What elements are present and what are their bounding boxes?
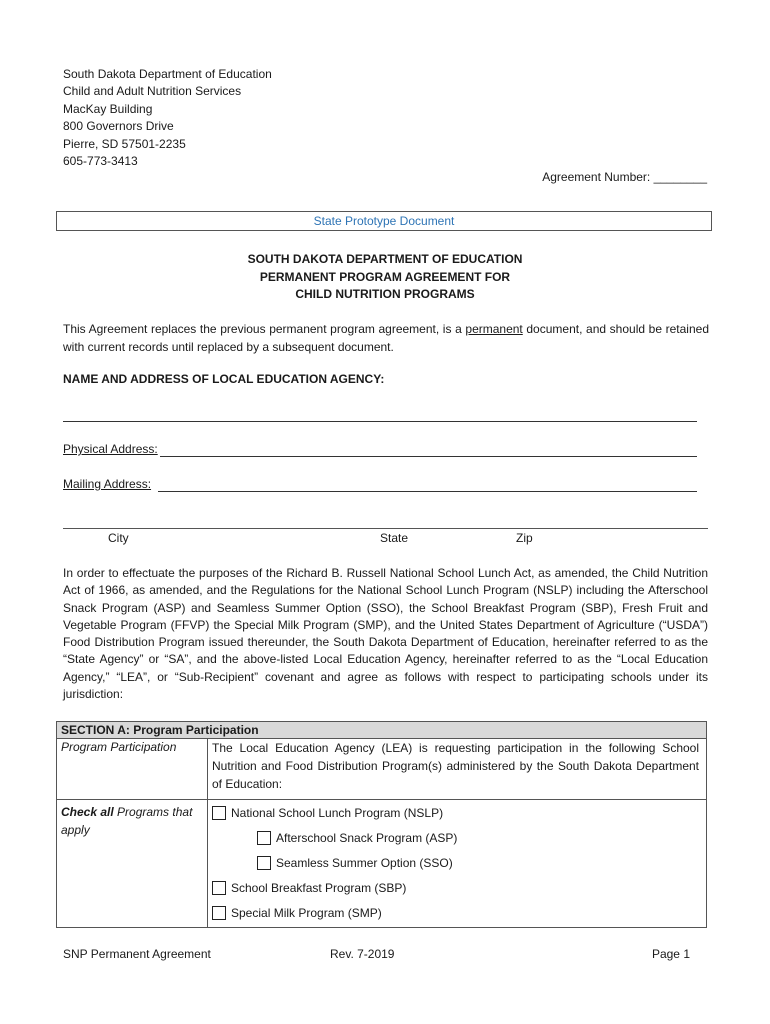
lea-heading: NAME AND ADDRESS OF LOCAL EDUCATION AGENCY:: [63, 372, 385, 386]
checkbox-asp-row[interactable]: [212, 825, 702, 850]
intro-text-after: document, and should be retained with current records until replaced by a subsequent document.: [63, 322, 709, 354]
check-all-bold: Check all: [61, 805, 114, 819]
program-participation-text: The Local Education Agency (LEA) is requesting participation in the following School Nutrition and Food Distribution Program(s) administered by the South Dakota Department of Education:: [208, 739, 707, 800]
program-checklist: [208, 800, 707, 928]
title-line: CHILD NUTRITION PROGRAMS: [295, 287, 475, 301]
check-all-label: [57, 800, 208, 928]
checkbox-sbp[interactable]: [212, 881, 226, 895]
mailing-address-label: Mailing Address:: [63, 477, 152, 491]
checkbox-sbp-row[interactable]: [212, 875, 702, 900]
checkbox-label: Seamless Summer Option (SSO): [276, 855, 453, 870]
footer-revision: Rev. 7-2019: [330, 947, 395, 961]
check-all-rest: Programs that apply: [61, 805, 193, 837]
checkbox-nslp[interactable]: [212, 806, 226, 820]
zip-label: Zip: [516, 531, 533, 545]
intro-paragraph: [63, 320, 709, 356]
address-line: Pierre, SD 57501-2235: [63, 136, 186, 151]
program-participation-label: Program Participation: [57, 739, 208, 800]
state-label: State: [380, 531, 409, 545]
checkbox-label: Afterschool Snack Program (ASP): [276, 830, 458, 845]
address-line: South Dakota Department of Education: [63, 67, 272, 81]
address-line: MacKay Building: [63, 101, 153, 116]
title-line: SOUTH DAKOTA DEPARTMENT OF EDUCATION: [247, 252, 523, 266]
agreement-paragraph: In order to effectuate the purposes of the Richard B. Russell National School Lunch Act, as amended, the Child Nutrition Act of 1966, as amended, and the Regulations for the National School Lunch Program (NSLP) including the Afterschool Snack Program (ASP) and Seamless Summer Option (SSO), the School Breakfast Program (SBP), Fresh Fruit and Vegetable Program (FFVP) the Special Milk Program (SMP), and the United States Department of Agriculture (“USDA”) Food Distribution Program issued thereunder, the South Dakota Department of Education, hereinafter referred to as the “State Agency” or “SA”, and the above-listed Local Education Agency, hereinafter referred to as the “Local Education Agency,” “LEA”, or “Sub-Recipient” covenant and agree as follows with respect to participating schools under its jurisdiction:: [63, 566, 708, 702]
footer-left: SNP Permanent Agreement: [63, 947, 211, 961]
checkbox-asp[interactable]: [257, 831, 271, 845]
address-block: [63, 66, 272, 170]
checkbox-label: School Breakfast Program (SBP): [231, 880, 407, 895]
address-line: Child and Adult Nutrition Services: [63, 84, 242, 99]
checkbox-smp[interactable]: [212, 906, 226, 920]
section-a-table: [56, 721, 707, 928]
checkbox-sso[interactable]: [257, 856, 271, 870]
intro-emphasis: permanent: [465, 322, 523, 336]
intro-text-before: This Agreement replaces the previous permanent program agreement, is a: [63, 322, 466, 336]
footer-page-number: Page 1: [651, 947, 690, 961]
checkbox-nslp-row[interactable]: [212, 800, 702, 825]
checkbox-sso-row[interactable]: [212, 850, 702, 875]
document-title: [0, 251, 770, 304]
address-line: 800 Governors Drive: [63, 119, 174, 134]
city-label: City: [108, 531, 129, 545]
city-state-zip-line[interactable]: [63, 528, 708, 529]
lea-name-line[interactable]: [63, 421, 697, 422]
agreement-number-field[interactable]: Agreement Number: ________: [542, 170, 707, 184]
physical-address-label: Physical Address:: [63, 442, 158, 456]
physical-address-line[interactable]: [160, 456, 697, 457]
address-line: 605-773-3413: [63, 154, 138, 169]
title-line: PERMANENT PROGRAM AGREEMENT FOR: [259, 269, 511, 284]
prototype-banner: State Prototype Document: [56, 211, 712, 231]
checkbox-label: National School Lunch Program (NSLP): [231, 805, 444, 820]
mailing-address-line[interactable]: [158, 491, 697, 492]
checkbox-smp-row[interactable]: [212, 900, 702, 925]
section-a-heading: SECTION A: Program Participation: [57, 722, 707, 739]
checkbox-label: Special Milk Program (SMP): [231, 905, 382, 920]
